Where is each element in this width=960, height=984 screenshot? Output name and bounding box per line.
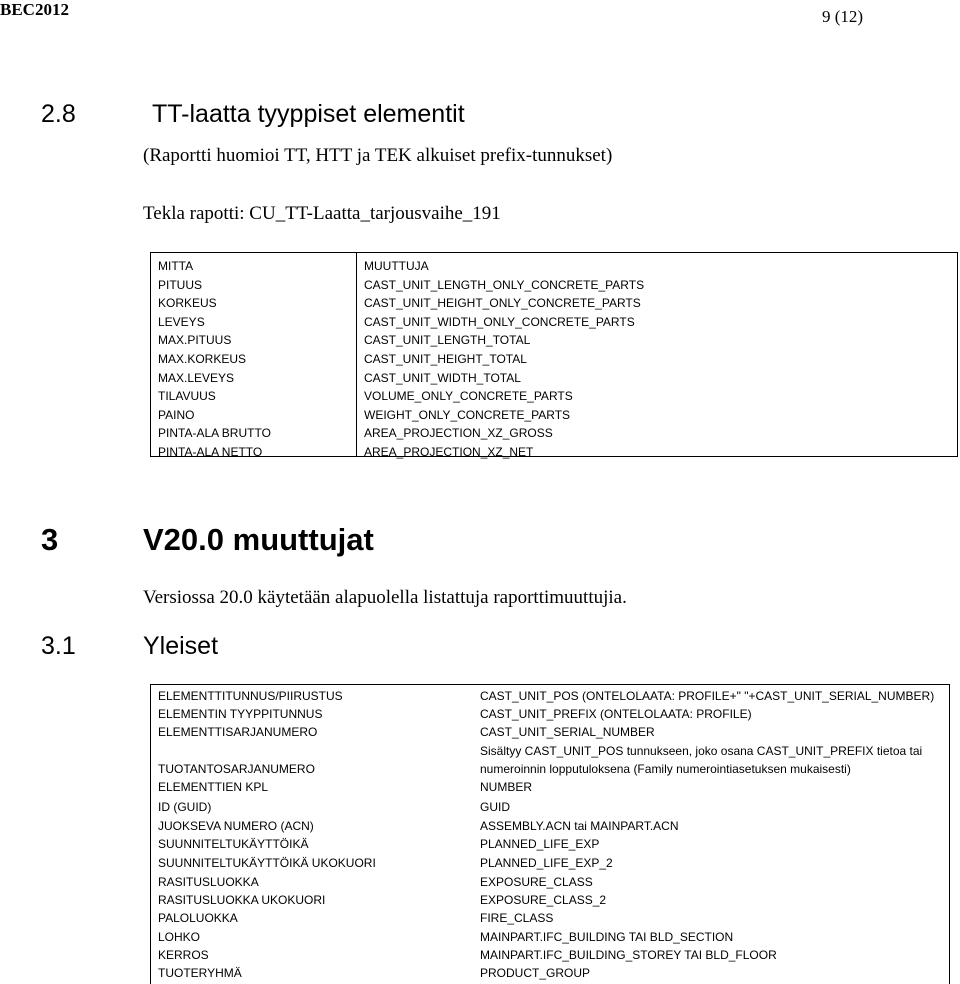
table-cell: ASSEMBLY.ACN tai MAINPART.ACN [480,819,679,833]
table-cell: MAINPART.IFC_BUILDING_STOREY TAI BLD_FLOOR [480,948,777,962]
table-cell: KERROS [158,948,209,962]
table-cell: CAST_UNIT_POS (ONTELOLAATA: PROFILE+" "+CAST_UNIT_SERIAL_NUMBER) [480,689,935,703]
table-cell: NUMBER [480,780,533,794]
table-cell: ELEMENTTIEN KPL [158,780,269,794]
table-cell: PLANNED_LIFE_EXP_2 [480,856,613,870]
table-cell: PLANNED_LIFE_EXP [480,837,600,851]
table-cell: VOLUME_ONLY_CONCRETE_PARTS [364,389,573,404]
table-cell: ELEMENTIN TYYPPITUNNUS [158,707,323,721]
table-cell: Sisältyy CAST_UNIT_POS tunnukseen, joko osana CAST_UNIT_PREFIX tietoa tai [480,744,923,758]
table-cell: ID (GUID) [158,800,212,814]
document-header-title: BEC2012 [0,0,69,19]
section-subtitle: (Raportti huomioi TT, HTT ja TEK alkuiset prefix-tunnukset) [143,145,613,166]
table-cell: AREA_PROJECTION_XZ_NET [364,444,534,459]
table-cell: CAST_UNIT_SERIAL_NUMBER [480,725,655,739]
section-intro: Versiossa 20.0 käytetään alapuolella listattuja raporttimuuttujia. [143,587,627,608]
table-cell: CAST_UNIT_PREFIX (ONTELOLAATA: PROFILE) [480,707,752,721]
section-title: TT-laatta tyyppiset elementit [152,100,465,128]
table-cell: MAX.KORKEUS [158,351,247,366]
table-cell: PRODUCT_GROUP [480,966,591,980]
table-cell: RASITUSLUOKKA UKOKUORI [158,893,326,907]
table-cell: JUOKSEVA NUMERO (ACN) [158,819,314,833]
table-cell: PINTA-ALA BRUTTO [158,426,271,441]
table-cell: MAX.LEVEYS [158,370,235,385]
table-cell: MUUTTUJA [364,259,429,273]
table-cell: MAINPART.IFC_BUILDING TAI BLD_SECTION [480,930,734,944]
dimension-variables-table [150,252,958,457]
table-cell: MAX.PITUUS [158,333,232,348]
table-cell: GUID [480,800,510,814]
section-title: V20.0 muuttujat [143,522,374,557]
general-variables-table [150,684,950,984]
table-cell: KORKEUS [158,296,217,311]
table-cell: CAST_UNIT_HEIGHT_TOTAL [364,351,527,366]
table-cell: FIRE_CLASS [480,911,554,925]
table-cell: PALOLUOKKA [158,911,238,925]
table-cell: CAST_UNIT_HEIGHT_ONLY_CONCRETE_PARTS [364,296,641,311]
table-cell: CAST_UNIT_LENGTH_ONLY_CONCRETE_PARTS [364,277,645,292]
table-cell: numeroinnin lopputuloksena (Family numerointiasetuksen mukaisesti) [480,762,851,776]
table-cell: PINTA-ALA NETTO [158,444,263,459]
table-column-divider [356,253,357,456]
variable-column [364,257,644,462]
table-cell: MITTA [158,259,194,273]
table-cell: SUUNNITELTUKÄYTTÖIKÄ [158,837,309,851]
section-number: 3 [41,522,59,557]
table-cell: ELEMENTTISARJANUMERO [158,725,318,739]
dimension-column [158,257,271,462]
table-cell: ELEMENTTITUNNUS/PIIRUSTUS [158,689,343,703]
table-cell: WEIGHT_ONLY_CONCRETE_PARTS [364,407,571,422]
table-cell: TUOTERYHMÄ [158,966,242,980]
table-cell: SUUNNITELTUKÄYTTÖIKÄ UKOKUORI [158,856,376,870]
table-cell: CAST_UNIT_LENGTH_TOTAL [364,333,531,348]
table-cell: CAST_UNIT_WIDTH_ONLY_CONCRETE_PARTS [364,314,635,329]
table-cell: EXPOSURE_CLASS [480,875,593,889]
table-cell: PITUUS [158,277,203,292]
table-cell: RASITUSLUOKKA [158,875,259,889]
subsection-number: 3.1 [41,632,76,660]
table-cell: TUOTANTOSARJANUMERO [158,762,315,776]
report-name: Tekla rapotti: CU_TT-Laatta_tarjousvaihe_191 [143,203,501,224]
page-number: 9 (12) [822,7,864,26]
table-cell: LEVEYS [158,314,205,329]
table-cell: PAINO [158,407,195,422]
subsection-title: Yleiset [143,632,219,660]
section-number: 2.8 [41,100,76,128]
table-cell: TILAVUUS [158,389,216,404]
table-cell: LOHKO [158,930,201,944]
table-cell: EXPOSURE_CLASS_2 [480,893,607,907]
table-cell: AREA_PROJECTION_XZ_GROSS [364,426,553,441]
table-cell: CAST_UNIT_WIDTH_TOTAL [364,370,521,385]
